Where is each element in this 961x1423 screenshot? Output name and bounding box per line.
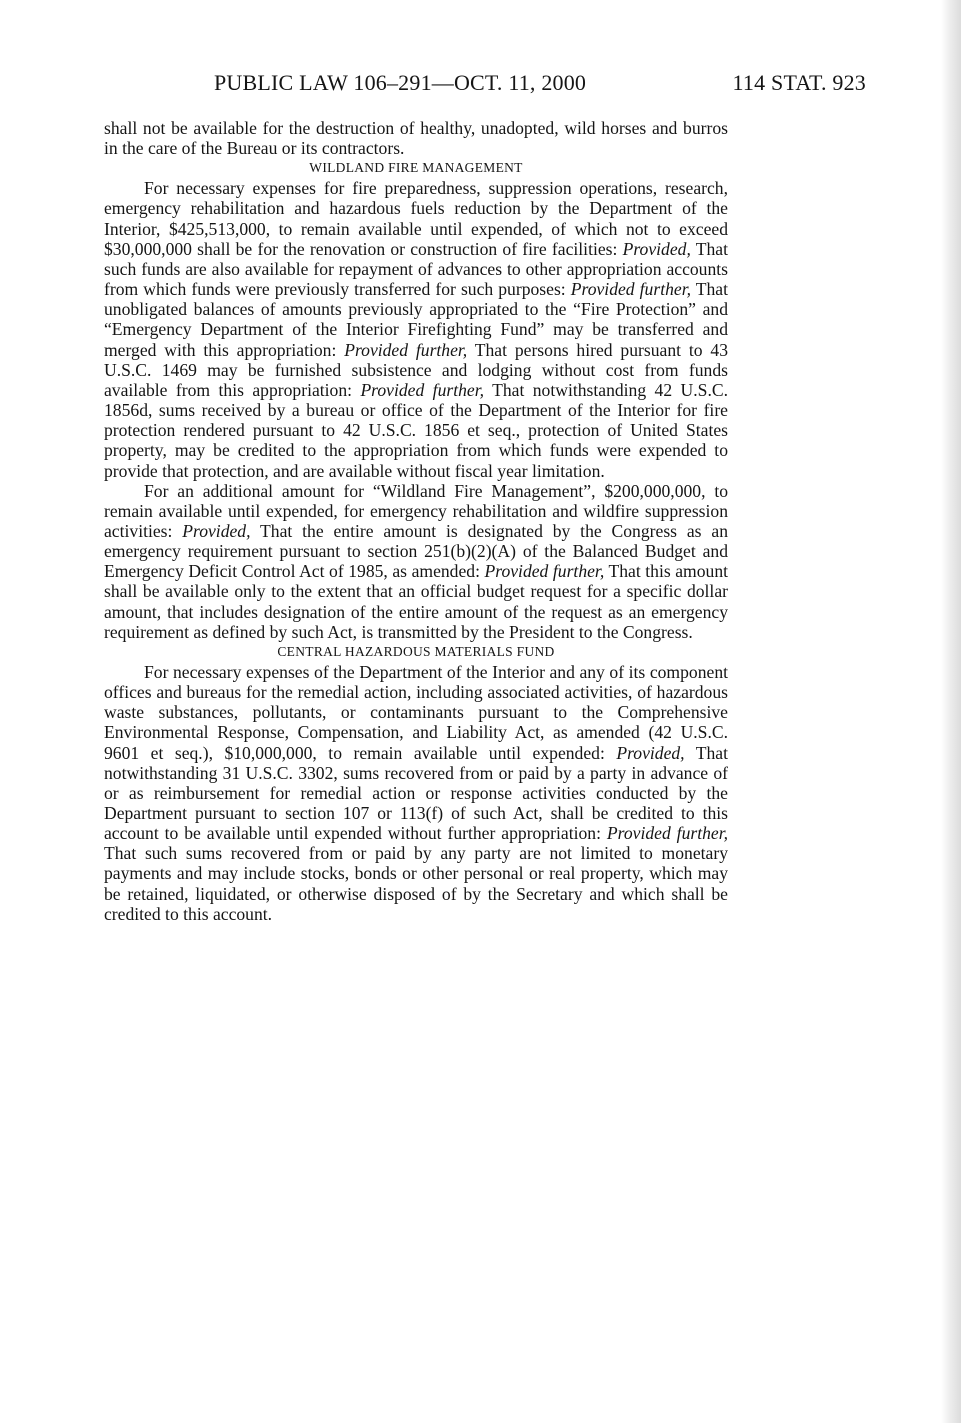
text-run: For necessary expenses for fire preparedness, suppression operations, research, emergency rehabilitation and hazardous fuels reduction by the Department of the Interior, $425,513,000, to remain available until expended, of which not to exceed $30,000,000 shall be for the renovation or construction of fire facilities: [104, 178, 728, 259]
hazmat-paragraph-1 [104, 662, 728, 924]
text-run: That notwithstanding 42 U.S.C. 1856d, sums received by a bureau or office of the Department of the Interior for fire protection rendered pursuant to 42 U.S.C. 1856 et seq., protection of United States property, may be credited to the appropriation from which funds were expended to provide that protection, and are available without fiscal year limitation. [104, 379, 728, 481]
proviso-italic: Provided further, [360, 379, 485, 400]
proviso-italic: Provided further, [344, 339, 468, 360]
proviso-italic: Provided, [182, 520, 251, 541]
proviso-italic: Provided further, [570, 279, 691, 300]
wildland-paragraph-2 [104, 481, 728, 642]
text-run: That notwithstanding 31 U.S.C. 3302, sums recovered from or paid by a party in advance of or as reimbursement for remedial action or response activities conducted by the Department pursuant to section 107 or 113(f) of such Act, shall be credited to this account to be available until expended without further appropriation: [104, 742, 729, 844]
proviso-italic: Provided, [622, 238, 691, 259]
running-head: PUBLIC LAW 106–291—OCT. 11, 2000 [214, 70, 587, 95]
proviso-italic: Provided, [616, 742, 685, 763]
continued-paragraph: shall not be available for the destruction of healthy, unadopted, wild horses and burros in the care of the Bureau or its contractors. [104, 118, 728, 159]
section-heading-wildland: WILDLAND FIRE MANAGEMENT [309, 160, 523, 176]
wildland-paragraph-1 [104, 178, 728, 480]
text-run: That unobligated balances of amounts previously appropriated to the “Fire Protection” and “Emergency Department of the Interior Firefighting Fund” may be transferred and merged with this appropriation: [104, 279, 728, 360]
page-header [104, 70, 866, 100]
text-run: That persons hired pursuant to 43 U.S.C. 1469 may be furnished subsistence and lodging without cost from funds available from this appropriation: [104, 339, 728, 400]
proviso-italic: Provided further, [484, 561, 605, 582]
text-run: For necessary expenses of the Department of the Interior and any of its component offices and bureaus for the remedial action, including associated activities, of hazardous waste substances, pollutants, or contaminants pursuant to the Comprehensive Environmental Response, Compensation, and Liability Act, as amended (42 U.S.C. 9601 et seq.), $10,000,000, to remain available until expended: [104, 661, 728, 763]
text-run: That the entire amount is designated by the Congress as an emergency requirement pursuant to section 251(b)(2)(A) of the Balanced Budget and Emergency Deficit Control Act of 1985, as amended: [104, 520, 728, 582]
scan-edge-shadow [941, 0, 961, 1423]
text-run: That such funds are also available for repayment of advances to other appropriation accounts from which funds were previously transferred for such purposes: [104, 238, 728, 300]
section-heading-hazmat: CENTRAL HAZARDOUS MATERIALS FUND [277, 643, 555, 659]
text-run: That such sums recovered from or paid by any party are not limited to monetary payments and may include stocks, bonds or other personal or real property, which may be retained, liquidated, or otherwise disposed of by the Secretary and which shall be credited to this account. [104, 843, 728, 924]
page-number: 114 STAT. 923 [732, 70, 866, 95]
text-run: For an additional amount for “Wildland Fire Management”, $200,000,000, to remain available until expended, for emergency rehabilitation and wildfire suppression activities: [104, 480, 728, 541]
text-run: That this amount shall be available only to the extent that an official budget request for a specific dollar amount, that includes designation of the entire amount of the request as an emergency requirement as defined by such Act, is transmitted by the President to the Congress. [104, 561, 728, 642]
page-body [104, 118, 728, 924]
proviso-italic: Provided further, [606, 823, 729, 844]
